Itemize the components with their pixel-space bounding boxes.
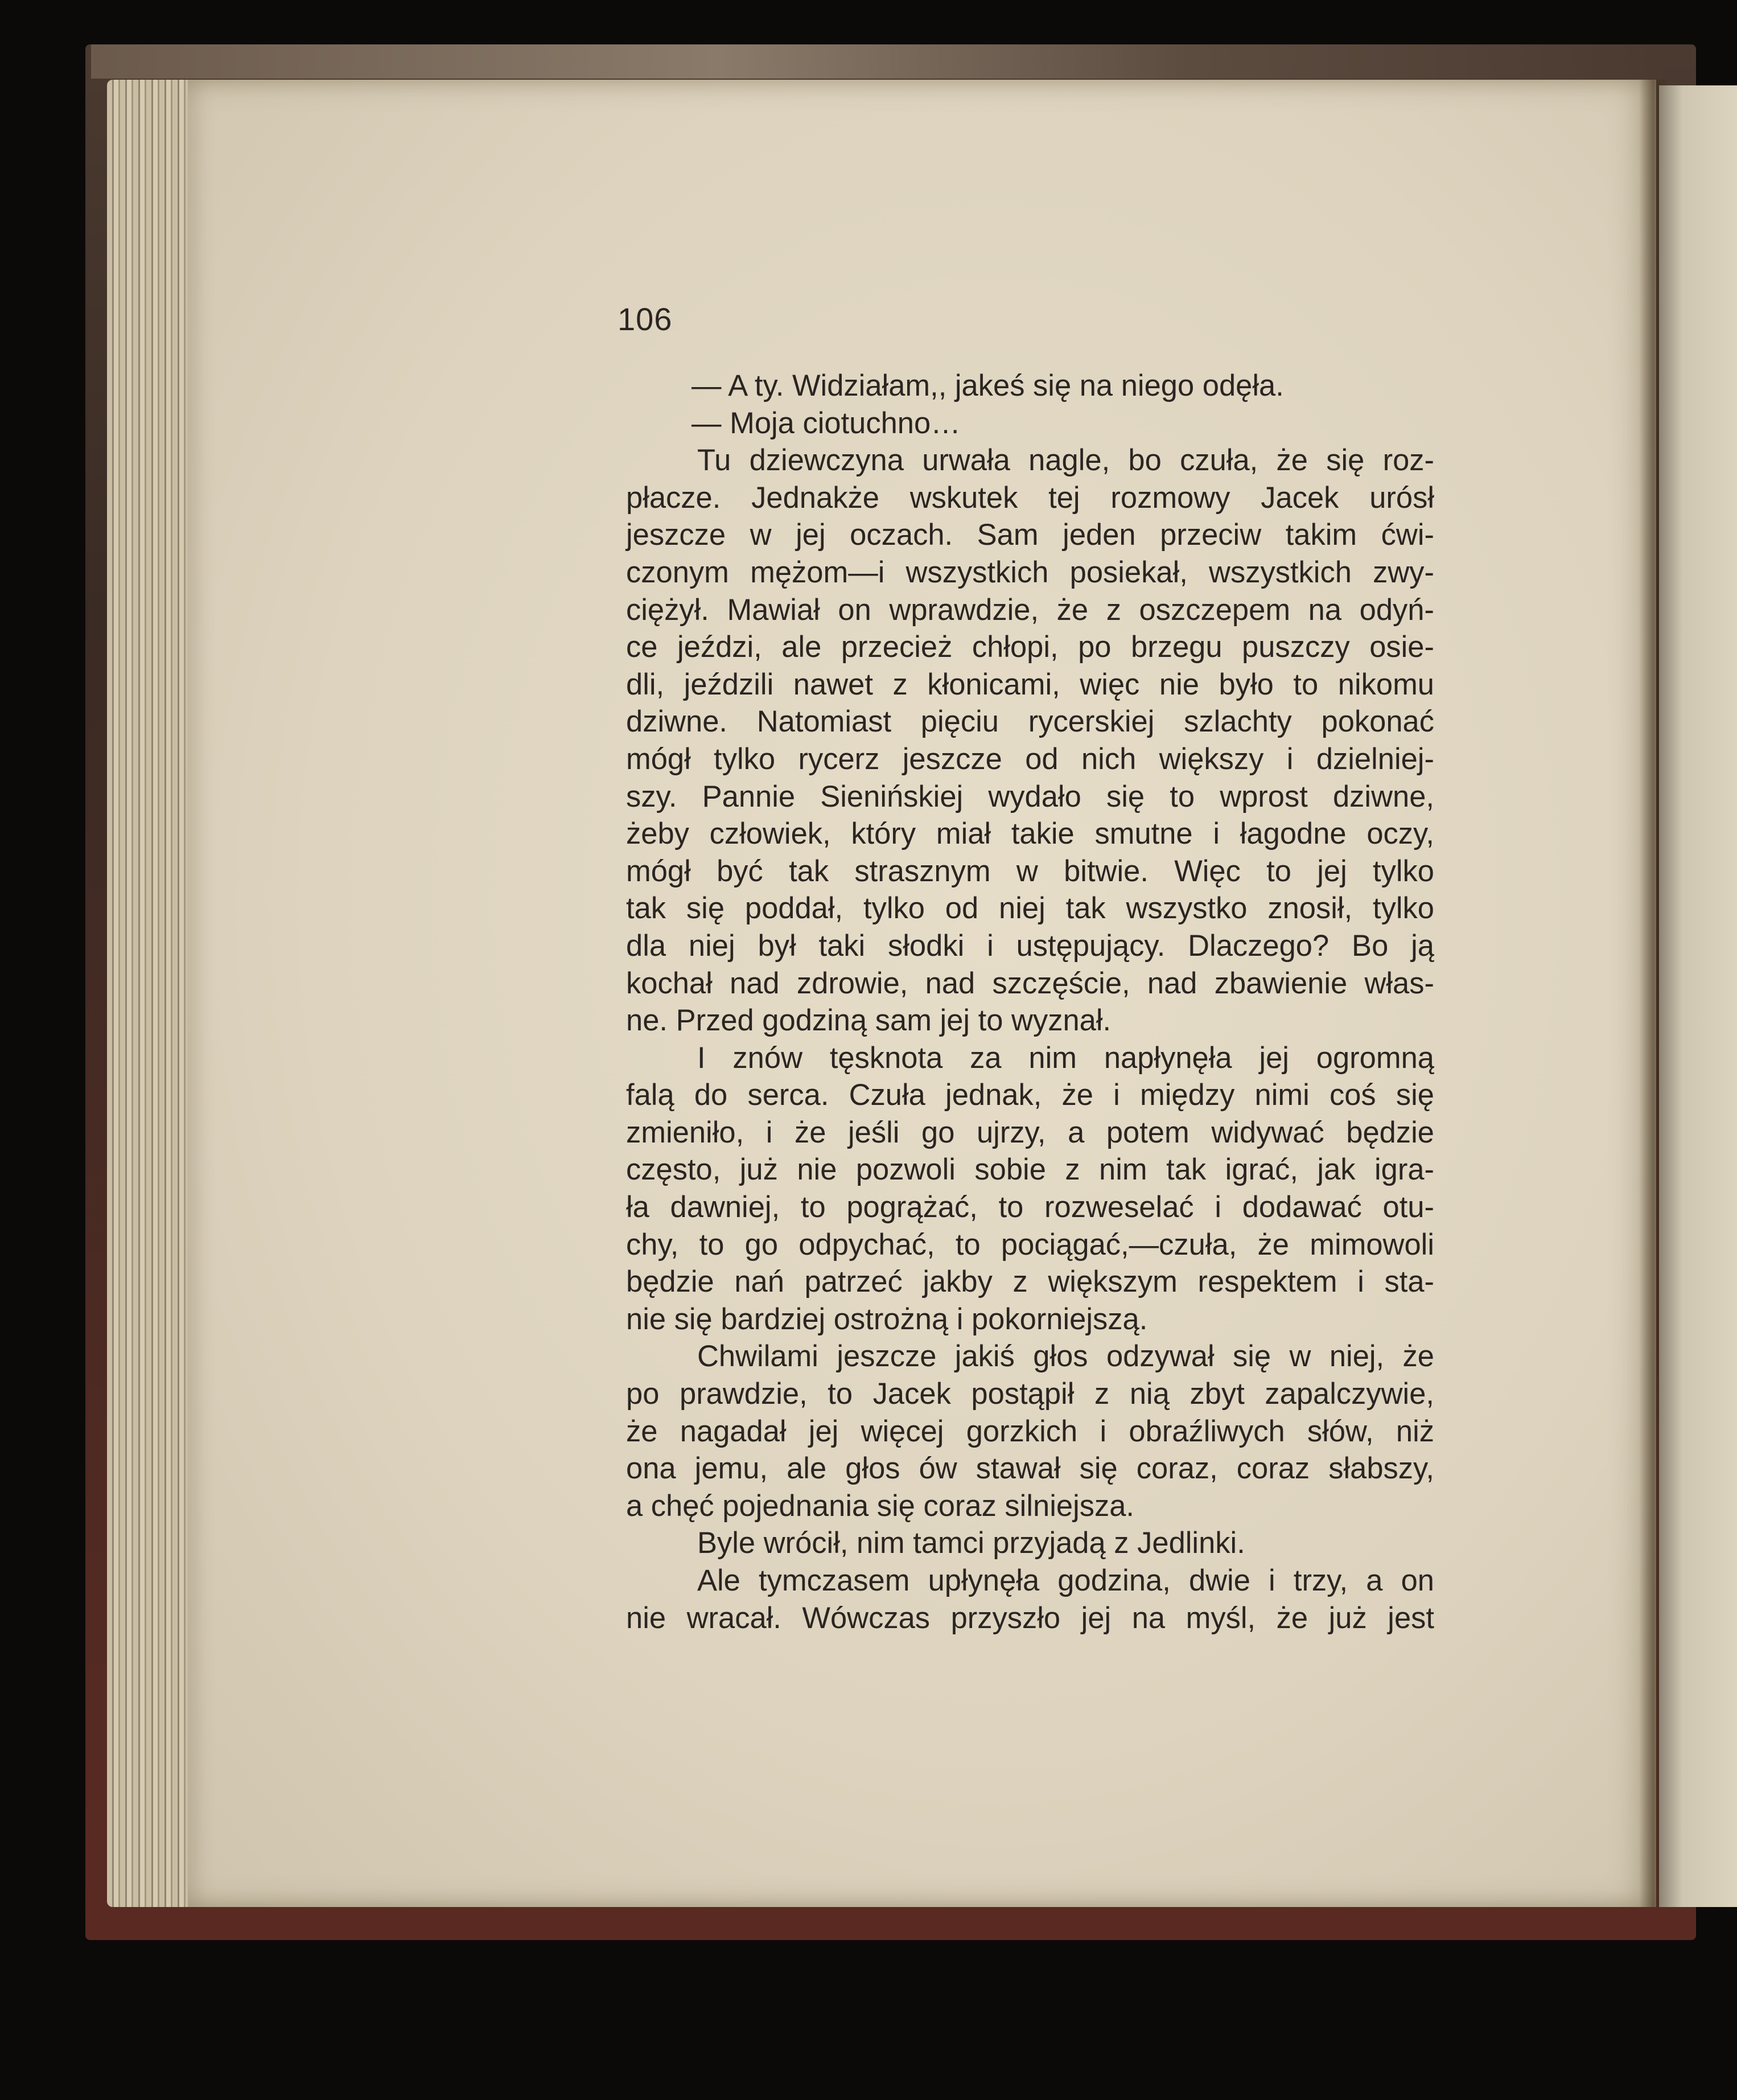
text-line: I znów tęsknota za nim napłynęła jej ogromną [697,1041,1434,1075]
text-line: dli, jeździli nawet z kłonicami, więc nie było to nikomu [626,667,1434,701]
facing-page [1659,85,1737,1907]
text-line: płacze. Jednakże wskutek tej rozmowy Jacek urósł [626,480,1434,515]
text-line: falą do serca. Czuła jednak, że i między nimi coś się [626,1078,1434,1112]
text-line: kochał nad zdrowie, nad szczęście, nad zbawienie włas- [626,966,1434,1000]
text-line: dla niej był taki słodki i ustępujący. Dlaczego? Bo ją [626,928,1434,963]
text-line: mógł tylko rycerz jeszcze od nich większy i dzielniej- [626,742,1434,776]
text-line: Byle wrócił, nim tamci przyjadą z Jedlinki. [697,1526,1245,1560]
body-text [626,367,1434,1637]
text-line: ce jeździ, ale przecież chłopi, po brzegu puszczy osie- [626,630,1434,664]
text-line: nie wracał. Wówczas przyszło jej na myśl, że już jest [626,1601,1434,1635]
text-line: czonym mężom—i wszystkich posiekał, wszystkich zwy- [626,555,1434,589]
text-line: — Moja ciotuchno… [691,406,961,440]
book-cover-top-edge [91,44,1662,79]
text-line: a chęć pojednania się coraz silniejsza. [626,1489,1135,1523]
text-line: ła dawniej, to pogrążać, to rozweselać i dodawać otu- [626,1190,1434,1224]
text-line: ne. Przed godziną sam jej to wyznał. [626,1004,1112,1038]
text-line: po prawdzie, to Jacek postąpił z nią zbyt zapalczywie, [626,1377,1434,1411]
text-line: Ale tymczasem upłynęła godzina, dwie i trzy, a on [697,1564,1434,1597]
text-line: często, już nie pozwoli sobie z nim tak igrać, jak igra- [626,1153,1434,1187]
text-line: ona jemu, ale głos ów stawał się coraz, coraz słabszy, [626,1452,1434,1486]
page-edges [107,80,198,1907]
text-line: że nagadał jej więcej gorzkich i obraźliwych słów, niż [626,1414,1434,1448]
text-line: mógł być tak strasznym w bitwie. Więc to jej tylko [626,854,1434,888]
text-line: będzie nań patrzeć jakby z większym respektem i sta- [626,1265,1434,1299]
text-line: — A ty. Widziałam,, jakeś się na niego odęła. [691,369,1284,402]
text-line: Chwilami jeszcze jakiś głos odzywał się w niej, że [697,1339,1434,1374]
text-line: zmieniło, i że jeśli go ujrzy, a potem widywać będzie [626,1115,1434,1149]
text-line: szy. Pannie Sienińskiej wydało się to wprost dziwne, [626,779,1434,813]
text-line: jeszcze w jej oczach. Sam jeden przeciw takim ćwi- [626,518,1434,552]
text-line: chy, to go odpychać, to pociągać,—czuła, że mimowoli [626,1227,1434,1261]
text-line: dziwne. Natomiast pięciu rycerskiej szlachty pokonać [626,705,1434,739]
text-line: ciężył. Mawiał on wprawdzie, że z oszczepem na odyń- [626,593,1434,627]
text-line: żeby człowiek, który miał takie smutne i łagodne oczy, [626,817,1434,851]
text-line: nie się bardziej ostrożną i pokorniejszą. [626,1302,1148,1336]
text-line: tak się poddał, tylko od niej tak wszystko znosił, tylko [626,891,1434,926]
page-number: 106 [618,301,673,337]
text-line: Tu dziewczyna urwała nagle, bo czuła, że się roz- [697,443,1434,478]
